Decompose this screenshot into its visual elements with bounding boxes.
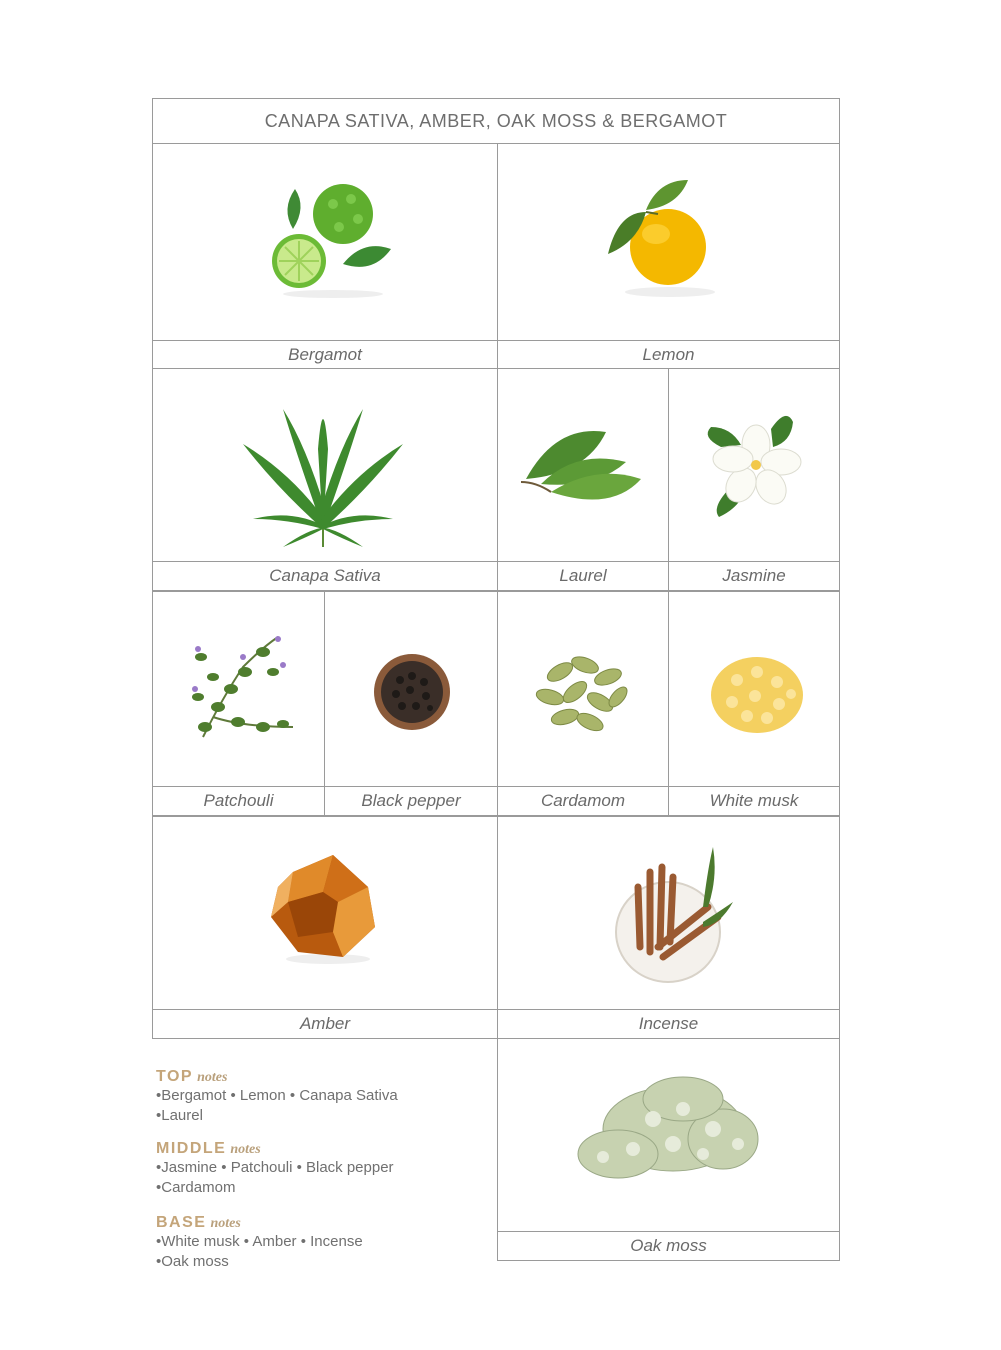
base-notes-line-1: •White musk • Amber • Incense	[156, 1233, 363, 1250]
ingredient-card-lemon	[497, 143, 840, 341]
laurel-leaf-icon	[516, 424, 646, 514]
ingredient-card-cardamom	[497, 591, 669, 787]
ingredient-card-black-pepper	[324, 591, 498, 787]
caption-oak-moss: Oak moss	[497, 1231, 840, 1261]
base-notes-line-2: •Oak moss	[156, 1253, 229, 1270]
incense-sticks-icon	[608, 847, 738, 987]
ingredient-card-bergamot	[152, 143, 498, 341]
top-notes-heading: TOP	[156, 1068, 194, 1085]
middle-notes	[156, 1140, 394, 1198]
caption-laurel: Laurel	[497, 561, 669, 591]
caption-patchouli: Patchouli	[152, 786, 325, 816]
base-notes-sub: notes	[210, 1216, 241, 1231]
ingredient-card-canapa-sativa	[152, 368, 498, 562]
black-pepper-bowl-icon	[370, 650, 455, 735]
ingredient-card-amber	[152, 816, 498, 1010]
oak-moss-icon	[573, 1069, 768, 1204]
caption-incense: Incense	[497, 1009, 840, 1039]
ingredient-card-patchouli	[152, 591, 325, 787]
top-notes-sub: notes	[197, 1070, 228, 1085]
bergamot-icon	[263, 169, 393, 299]
cardamom-pods-icon	[530, 647, 635, 737]
ingredient-card-jasmine	[668, 368, 840, 562]
middle-notes-sub: notes	[230, 1142, 261, 1157]
caption-canapa-sativa: Canapa Sativa	[152, 561, 498, 591]
caption-white-musk: White musk	[668, 786, 840, 816]
caption-black-pepper: Black pepper	[324, 786, 498, 816]
top-notes-line-2: •Laurel	[156, 1107, 203, 1124]
ingredient-card-white-musk	[668, 591, 840, 787]
caption-bergamot: Bergamot	[152, 340, 498, 369]
amber-stone-icon	[263, 847, 383, 967]
caption-cardamom: Cardamom	[497, 786, 669, 816]
top-notes	[156, 1068, 398, 1126]
caption-lemon: Lemon	[497, 340, 840, 369]
ingredient-card-incense	[497, 816, 840, 1010]
cannabis-leaf-icon	[238, 379, 408, 549]
ingredient-card-oak-moss	[497, 1038, 840, 1232]
lemon-icon	[598, 172, 728, 302]
caption-jasmine: Jasmine	[668, 561, 840, 591]
middle-notes-line-1: •Jasmine • Patchouli • Black pepper	[156, 1159, 394, 1176]
middle-notes-heading: MIDDLE	[156, 1140, 227, 1157]
page-title: CANAPA SATIVA, AMBER, OAK MOSS & BERGAMOT	[152, 98, 840, 144]
ingredient-card-laurel	[497, 368, 669, 562]
patchouli-plant-icon	[183, 627, 303, 752]
top-notes-line-1: •Bergamot • Lemon • Canapa Sativa	[156, 1087, 398, 1104]
base-notes-heading: BASE	[156, 1214, 207, 1231]
base-notes	[156, 1214, 363, 1272]
middle-notes-line-2: •Cardamom	[156, 1179, 236, 1196]
white-musk-crystals-icon	[707, 650, 807, 740]
jasmine-flower-icon	[701, 407, 811, 522]
caption-amber: Amber	[152, 1009, 498, 1039]
